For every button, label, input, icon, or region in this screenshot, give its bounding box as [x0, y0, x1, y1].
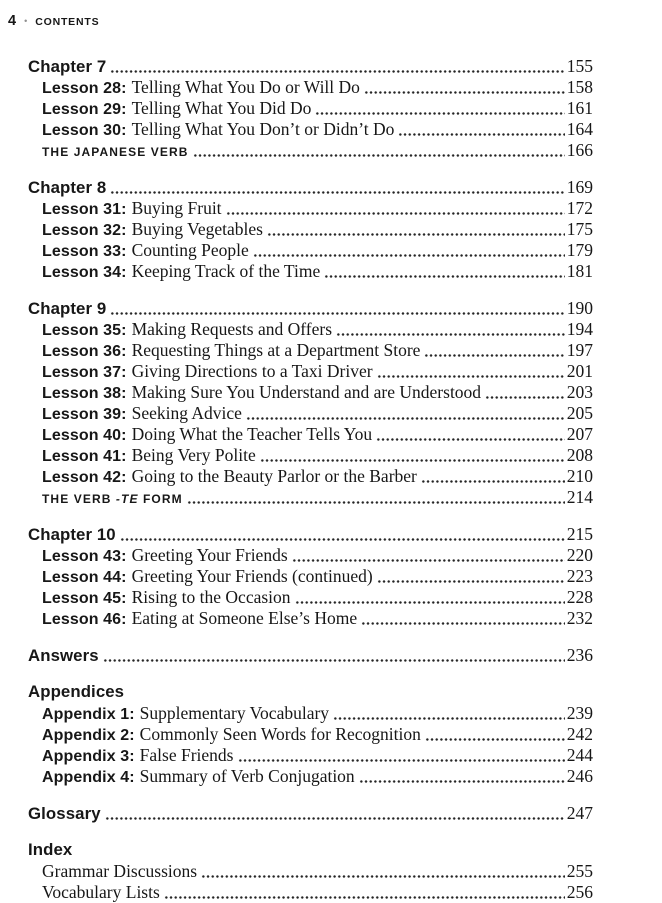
- page-number: 228: [566, 587, 593, 607]
- entry-label-segment: FORM: [138, 492, 183, 506]
- entry-title: Summary of Verb Conjugation: [139, 766, 355, 786]
- dot-leader: [424, 354, 564, 357]
- running-head-title: CONTENTS: [35, 16, 100, 28]
- toc-lesson-row: [28, 445, 593, 466]
- toc-group: [28, 56, 593, 161]
- toc-group: [28, 645, 593, 666]
- entry-label: Lesson 30:: [42, 122, 127, 139]
- entry-label: Lesson 41:: [42, 448, 127, 465]
- toc-lesson-row: [28, 403, 593, 424]
- entry-title: Telling What You Did Do: [131, 98, 312, 118]
- entry-title: Rising to the Occasion: [131, 587, 291, 607]
- dot-leader: [201, 875, 565, 878]
- page-number: 214: [566, 487, 593, 507]
- dot-leader: [336, 333, 565, 336]
- entry-title: Vocabulary Lists: [42, 882, 160, 902]
- entry-label: Chapter 8: [28, 178, 107, 197]
- entry-title: Making Requests and Offers: [131, 319, 332, 339]
- entry-title: Buying Vegetables: [131, 219, 263, 239]
- toc-lesson-row: [28, 587, 593, 608]
- toc-heading-row: [28, 682, 593, 703]
- entry-title: Eating at Someone Else’s Home: [131, 608, 358, 628]
- entry-title: Giving Directions to a Taxi Driver: [131, 361, 373, 381]
- page-number: 175: [566, 219, 593, 239]
- dot-leader: [187, 501, 565, 504]
- toc-lesson-row: [28, 319, 593, 340]
- toc-lesson-row: [28, 608, 593, 629]
- toc-chapter-row: [28, 524, 593, 545]
- page-number: 236: [566, 645, 593, 665]
- toc-lesson-row: [28, 240, 593, 261]
- dot-leader: [253, 254, 565, 257]
- toc-lesson-row: [28, 98, 593, 119]
- page-number: 247: [566, 803, 593, 823]
- entry-label: Lesson 46:: [42, 611, 127, 628]
- entry-label: [42, 492, 183, 506]
- entry-title: Commonly Seen Words for Recognition: [139, 724, 421, 744]
- dot-leader: [110, 312, 564, 315]
- toc-chapter-row: [28, 803, 593, 824]
- page-number: 246: [566, 766, 593, 786]
- entry-title: Telling What You Do or Will Do: [131, 77, 360, 97]
- toc-smallcaps-row: [28, 140, 593, 161]
- page-number: 181: [566, 261, 593, 281]
- entry-title: Requesting Things at a Department Store: [131, 340, 421, 360]
- toc-lesson-row: [28, 545, 593, 566]
- page-number: 208: [566, 445, 593, 465]
- dot-leader: [120, 538, 565, 541]
- entry-label: Lesson 28:: [42, 80, 127, 97]
- entry-label: Chapter 9: [28, 299, 107, 318]
- toc-lesson-row: [28, 382, 593, 403]
- entry-title: Buying Fruit: [131, 198, 222, 218]
- page-number: 215: [566, 524, 593, 544]
- entry-label: Lesson 33:: [42, 243, 127, 260]
- dot-leader: [267, 233, 565, 236]
- entry-title: Supplementary Vocabulary: [139, 703, 330, 723]
- dot-leader: [421, 480, 565, 483]
- entry-title: Going to the Beauty Parlor or the Barber: [131, 466, 417, 486]
- page-number: 158: [566, 77, 593, 97]
- entry-title: False Friends: [139, 745, 234, 765]
- dot-leader: [103, 659, 565, 662]
- entry-title: Doing What the Teacher Tells You: [131, 424, 373, 444]
- page-number: 232: [566, 608, 593, 628]
- toc-group: [28, 298, 593, 508]
- page-number: 205: [566, 403, 593, 423]
- toc-lesson-row: [28, 766, 593, 787]
- toc-lesson-row: [28, 703, 593, 724]
- dot-leader: [238, 759, 565, 762]
- page-number: 239: [566, 703, 593, 723]
- toc-lesson-row: [28, 424, 593, 445]
- page-number: 155: [566, 56, 593, 76]
- toc-chapter-row: [28, 645, 593, 666]
- dot-leader: [364, 91, 565, 94]
- toc-chapter-row: [28, 56, 593, 77]
- entry-label: Lesson 40:: [42, 427, 127, 444]
- entry-label: Glossary: [28, 804, 101, 823]
- entry-label: Lesson 35:: [42, 322, 127, 339]
- entry-label-segment: THE VERB: [42, 492, 116, 506]
- entry-title: Counting People: [131, 240, 249, 260]
- toc-chapter-row: [28, 298, 593, 319]
- entry-label: Lesson 39:: [42, 406, 127, 423]
- dot-leader: [324, 275, 565, 278]
- entry-label: Appendices: [28, 682, 125, 701]
- entry-title: Seeking Advice: [131, 403, 242, 423]
- toc-group: [28, 803, 593, 824]
- entry-title: Being Very Polite: [131, 445, 256, 465]
- entry-label: Appendix 2:: [42, 727, 135, 744]
- toc-heading-row: [28, 840, 593, 861]
- toc-group: [28, 840, 593, 903]
- dot-leader: [295, 601, 565, 604]
- dot-leader: [193, 154, 565, 157]
- toc-group: [28, 682, 593, 787]
- toc-lesson-row: [28, 119, 593, 140]
- entry-title: Making Sure You Understand and are Understood: [131, 382, 482, 402]
- page-number: 207: [566, 424, 593, 444]
- dot-leader: [361, 622, 565, 625]
- entry-label-segment: THE JAPANESE VERB: [42, 145, 189, 159]
- entry-label: Chapter 7: [28, 57, 107, 76]
- entry-label: Answers: [28, 646, 99, 665]
- dot-leader: [226, 212, 565, 215]
- entry-label: Lesson 32:: [42, 222, 127, 239]
- entry-label-segment: -TE: [115, 492, 139, 506]
- running-head: [8, 13, 593, 28]
- page-number: 166: [566, 140, 593, 160]
- page-number: 203: [566, 382, 593, 402]
- page-number: 197: [566, 340, 593, 360]
- dot-leader: [485, 396, 565, 399]
- entry-title: Greeting Your Friends: [131, 545, 288, 565]
- entry-label: Lesson 34:: [42, 264, 127, 281]
- entry-label: [42, 145, 189, 159]
- toc-smallcaps-row: [28, 487, 593, 508]
- dot-leader: [164, 896, 565, 899]
- page-number: 255: [566, 861, 593, 881]
- toc-lesson-row: [28, 466, 593, 487]
- toc-group: [28, 177, 593, 282]
- page-number: 169: [566, 177, 593, 197]
- page-number: 220: [566, 545, 593, 565]
- dot-leader: [377, 580, 565, 583]
- toc-lesson-row: [28, 219, 593, 240]
- page-number: 161: [566, 98, 593, 118]
- page-number: 194: [566, 319, 593, 339]
- entry-label: Lesson 38:: [42, 385, 127, 402]
- entry-label: Appendix 3:: [42, 748, 135, 765]
- entry-label: Appendix 4:: [42, 769, 135, 786]
- entry-label: Lesson 29:: [42, 101, 127, 118]
- toc-lesson-row: [28, 361, 593, 382]
- dot-leader: [246, 417, 565, 420]
- page-folio: 4: [8, 13, 17, 29]
- entry-label: Lesson 44:: [42, 569, 127, 586]
- dot-leader: [425, 738, 565, 741]
- page-number: 244: [566, 745, 593, 765]
- toc-lesson-row: [28, 724, 593, 745]
- entry-label: Lesson 37:: [42, 364, 127, 381]
- dot-leader: [376, 438, 565, 441]
- toc-lesson-row: [28, 566, 593, 587]
- page-number: 172: [566, 198, 593, 218]
- entry-title: Telling What You Don’t or Didn’t Do: [131, 119, 395, 139]
- page-number: 190: [566, 298, 593, 318]
- dot-leader: [110, 191, 564, 194]
- toc-plain-row: [28, 861, 593, 882]
- entry-label: Index: [28, 840, 73, 859]
- entry-label: Lesson 36:: [42, 343, 127, 360]
- toc-chapter-row: [28, 177, 593, 198]
- dot-leader: [359, 780, 565, 783]
- dot-leader: [377, 375, 565, 378]
- entry-label: Lesson 31:: [42, 201, 127, 218]
- entry-label: Lesson 42:: [42, 469, 127, 486]
- entry-title: Keeping Track of the Time: [131, 261, 321, 281]
- dot-leader: [105, 817, 565, 820]
- bullet-separator-icon: •: [24, 16, 28, 26]
- entry-label: Lesson 45:: [42, 590, 127, 607]
- page-number: 179: [566, 240, 593, 260]
- page-number: 164: [566, 119, 593, 139]
- page-number: 201: [566, 361, 593, 381]
- dot-leader: [398, 133, 564, 136]
- page-number: 242: [566, 724, 593, 744]
- entry-title: Greeting Your Friends (continued): [131, 566, 373, 586]
- entry-label: Lesson 43:: [42, 548, 127, 565]
- dot-leader: [260, 459, 565, 462]
- dot-leader: [110, 70, 564, 73]
- dot-leader: [315, 112, 564, 115]
- toc: [28, 56, 593, 903]
- entry-label: Chapter 10: [28, 525, 116, 544]
- page-number: 210: [566, 466, 593, 486]
- entry-title: Grammar Discussions: [42, 861, 198, 881]
- page-number: 223: [566, 566, 593, 586]
- dot-leader: [292, 559, 565, 562]
- page-number: 256: [566, 882, 593, 902]
- toc-lesson-row: [28, 340, 593, 361]
- toc-lesson-row: [28, 261, 593, 282]
- toc-lesson-row: [28, 745, 593, 766]
- toc-lesson-row: [28, 198, 593, 219]
- toc-lesson-row: [28, 77, 593, 98]
- entry-label: Appendix 1:: [42, 706, 135, 723]
- toc-group: [28, 524, 593, 629]
- dot-leader: [333, 717, 565, 720]
